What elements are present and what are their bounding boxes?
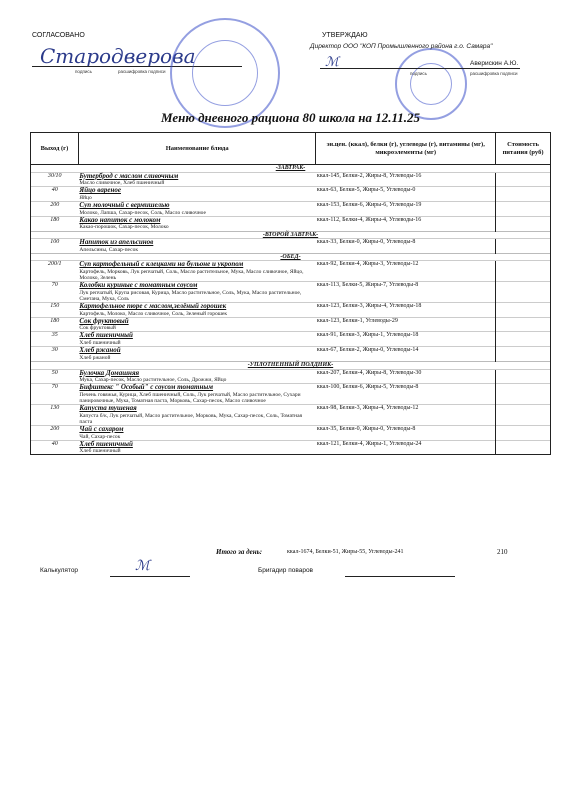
dish-ingredients: Масло сливочное, Хлеб пшеничный [79, 180, 165, 187]
dish-ingredients: Хлеб пшеничный [79, 448, 121, 455]
dish-cost [496, 303, 551, 318]
item-output: 200 [31, 425, 79, 440]
dish-ingredients: Картофель, Молоко, Масло сливочное, Соль, Зеленый горошек [79, 310, 228, 317]
dish-nutrition: ккал-35, Белки-0, Жиры-0, Углеводы-8 [316, 425, 496, 440]
dish-nutrition: ккал-63, Белки-5, Жиры-5, Углеводы-0 [316, 187, 496, 202]
dish-cost [496, 405, 551, 426]
menu-item-row [31, 440, 551, 455]
dish-name: Какао напиток с молоком [79, 215, 161, 224]
dish-cost [496, 384, 551, 405]
calculator-signature: ℳ [135, 558, 150, 574]
dish-name: Суп картофельный с клецками на бульоне и укропом [79, 260, 244, 269]
item-output: 200/1 [31, 261, 79, 282]
dish-cost [496, 261, 551, 282]
menu-table [30, 132, 551, 455]
dish-nutrition: ккал-112, Белки-4, Жиры-4, Углеводы-16 [316, 216, 496, 231]
dish-ingredients: Картофель, Морковь, Лук репчатый, Соль, Масло растительное, Мука, Масло сливочное, Яйцо, Молоко, Зелень [79, 269, 304, 282]
total-cost: 210 [497, 548, 508, 556]
left-caption-sign: подпись [75, 69, 93, 74]
section-title: -ВТОРОЙ ЗАВТРАК- [262, 231, 319, 238]
dish-name: Яйцо вареное [79, 186, 121, 195]
menu-item-row [31, 187, 551, 202]
right-caption-sign: подпись [410, 71, 428, 76]
menu-item-row [31, 202, 551, 217]
header-name: Наименование блюда [78, 133, 315, 165]
dish-name: Картофельное пюре с маслом,зелёный горошек [79, 302, 227, 311]
dish-ingredients: Чай, Сахар-песок [79, 433, 121, 440]
dish-name: Капуста тушеная [79, 404, 137, 413]
dish-name: Колобки куриные с томатным соусом [79, 281, 198, 290]
dish-ingredients: Яйцо [79, 195, 92, 202]
dish-nutrition: ккал-123, Белки-1, Углеводы-29 [316, 317, 496, 332]
item-output: 40 [31, 440, 79, 455]
right-signature: ℳ [325, 55, 339, 70]
item-output: 70 [31, 384, 79, 405]
dish-nutrition: ккал-207, Белки-4, Жиры-8, Углеводы-30 [316, 369, 496, 384]
dish-nutrition: ккал-92, Белки-4, Жиры-3, Углеводы-12 [316, 261, 496, 282]
dish-cost [496, 172, 551, 187]
item-output: 50 [31, 369, 79, 384]
dish-nutrition: ккал-145, Белки-2, Жиры-8, Углеводы-16 [316, 172, 496, 187]
dish-name: Хлеб пшеничный [79, 439, 133, 448]
dish-nutrition: ккал-123, Белки-3, Жиры-4, Углеводы-18 [316, 303, 496, 318]
dish-ingredients: Лук репчатый, Крупа рисовая, Курица, Масло растительное, Соль, Мука, Масло растительное, Сметана, Мука, Соль [79, 289, 302, 302]
dish-ingredients: Хлеб ржаной [79, 354, 111, 361]
left-signature: Стародверова [40, 44, 196, 68]
item-output: 180 [31, 216, 79, 231]
dish-ingredients: Хлеб пшеничный [79, 340, 121, 347]
chef-signature-line [345, 576, 455, 577]
dish-ingredients: Молоко, Лапша, Сахар-песок, Соль, Масло сливочное [79, 209, 206, 216]
dish-ingredients: Какао-порошок, Сахар-песок, Молоко [79, 224, 169, 231]
total-nutrition: ккал-1674, Белки-51, Жиры-55, Углеводы-241 [287, 549, 404, 555]
section-title: -ЗАВТРАК- [275, 165, 306, 171]
item-output: 200 [31, 202, 79, 217]
header-cost: Стоимость питания (руб) [496, 133, 551, 165]
dish-cost [496, 282, 551, 303]
calculator-signature-line [110, 576, 190, 577]
dish-cost [496, 440, 551, 455]
dish-name: Чай с сахаром [79, 424, 124, 433]
item-output: 150 [31, 303, 79, 318]
dish-ingredients: Апельсины, Сахар-песок [79, 246, 138, 253]
section-title: -УПЛОТНЕННЫЙ ПОЛДНИК- [247, 361, 334, 368]
menu-item-row [31, 317, 551, 332]
item-output: 100 [31, 239, 79, 254]
dish-cost [496, 187, 551, 202]
approval-left-label: СОГЛАСОВАНО [32, 32, 85, 39]
dish-name: Бифштекс " Особый" с соусом томатным [79, 383, 214, 392]
director-name: Аверискин А.Ю. [470, 60, 519, 67]
approval-right-label: УТВЕРЖДАЮ [322, 32, 368, 39]
dish-cost [496, 347, 551, 362]
item-output: 35 [31, 332, 79, 347]
dish-cost [496, 425, 551, 440]
dish-ingredients: Сок фруктовый [79, 325, 116, 332]
section-row [31, 361, 551, 369]
official-stamp-left-inner [192, 40, 258, 106]
calculator-label: Калькулятор [40, 567, 79, 574]
menu-item-row [31, 384, 551, 405]
chef-label: Бригадир поваров [258, 567, 314, 574]
dish-nutrition: ккал-153, Белки-6, Жиры-6, Углеводы-19 [316, 202, 496, 217]
dish-name: Сок фруктовый [79, 316, 129, 325]
section-title: -ОБЕД- [280, 253, 301, 260]
dish-cost [496, 332, 551, 347]
header-nutrition: эн.цен. (ккал), белки (г), углеводы (г), витамины (мг), микроэлементы (мг) [316, 133, 496, 165]
dish-ingredients: Мука, Сахар-песок, Масло растительное, Соль, Дрожжи, Яйцо [79, 377, 227, 384]
dish-nutrition: ккал-121, Белки-4, Жиры-1, Углеводы-24 [316, 440, 496, 455]
section-row [31, 165, 551, 173]
dish-name: Напиток из апельсинов [79, 238, 154, 247]
dish-name: Суп молочный с вермишелью [79, 201, 170, 210]
dish-ingredients: Печень говяжья, Курица, Хлеб пшеничный, Соль, Лук репчатый, Масло растительное, Сухари панировочные, Мука, Томатная паста, Морковь, Сахар-песок, Масло сливочное [79, 391, 301, 405]
page-title: Меню дневного рациона 80 школа на 12.11.25 [160, 110, 421, 125]
dish-cost [496, 317, 551, 332]
menu-item-row [31, 347, 551, 362]
item-output: 70 [31, 282, 79, 303]
menu-item-row [31, 425, 551, 440]
menu-body [31, 165, 551, 455]
dish-name: Хлеб ржаной [79, 346, 121, 355]
item-output: 130 [31, 405, 79, 426]
item-output: 30/10 [31, 172, 79, 187]
dish-name: Хлеб пшеничный [79, 331, 133, 340]
dish-nutrition: ккал-91, Белки-3, Жиры-1, Углеводы-18 [316, 332, 496, 347]
director-position: Директор ООО "КОП Промышленного района г.о. Самара" [310, 43, 493, 50]
dish-ingredients: Капуста б/к, Лук репчатый, Масло растительное, Морковь, Мука, Сахар-песок, Соль, Томатная паста [79, 412, 303, 425]
official-stamp-right-inner [410, 63, 452, 105]
menu-item-row [31, 405, 551, 426]
right-caption-decode: расшифровка подписи [470, 71, 518, 76]
menu-item-row [31, 282, 551, 303]
dish-name: Булочка Домашняя [79, 368, 140, 377]
item-output: 180 [31, 317, 79, 332]
dish-nutrition: ккал-113, Белки-5, Жиры-7, Углеводы-8 [316, 282, 496, 303]
dish-nutrition: ккал-98, Белки-3, Жиры-4, Углеводы-12 [316, 405, 496, 426]
header-out: Выход (г) [31, 133, 79, 165]
dish-nutrition: ккал-67, Белки-2, Жиры-0, Углеводы-14 [316, 347, 496, 362]
item-output: 40 [31, 187, 79, 202]
menu-item-row [31, 332, 551, 347]
total-label: Итого за день: [216, 548, 263, 556]
menu-item-row [31, 172, 551, 187]
menu-item-row [31, 216, 551, 231]
dish-cost [496, 202, 551, 217]
dish-cost [496, 369, 551, 384]
item-output: 30 [31, 347, 79, 362]
left-caption-decode: расшифровка подписи [118, 69, 166, 74]
dish-nutrition: ккал-100, Белки-6, Жиры-5, Углеводы-8 [316, 384, 496, 405]
menu-item-row [31, 261, 551, 282]
dish-nutrition: ккал-33, Белки-0, Жиры-0, Углеводы-8 [316, 239, 496, 254]
menu-item-row [31, 239, 551, 254]
dish-name: Бутерброд с маслом сливочным [79, 171, 179, 180]
dish-cost [496, 216, 551, 231]
menu-item-row [31, 369, 551, 384]
dish-cost [496, 239, 551, 254]
menu-item-row [31, 303, 551, 318]
right-signature-line [320, 68, 520, 69]
